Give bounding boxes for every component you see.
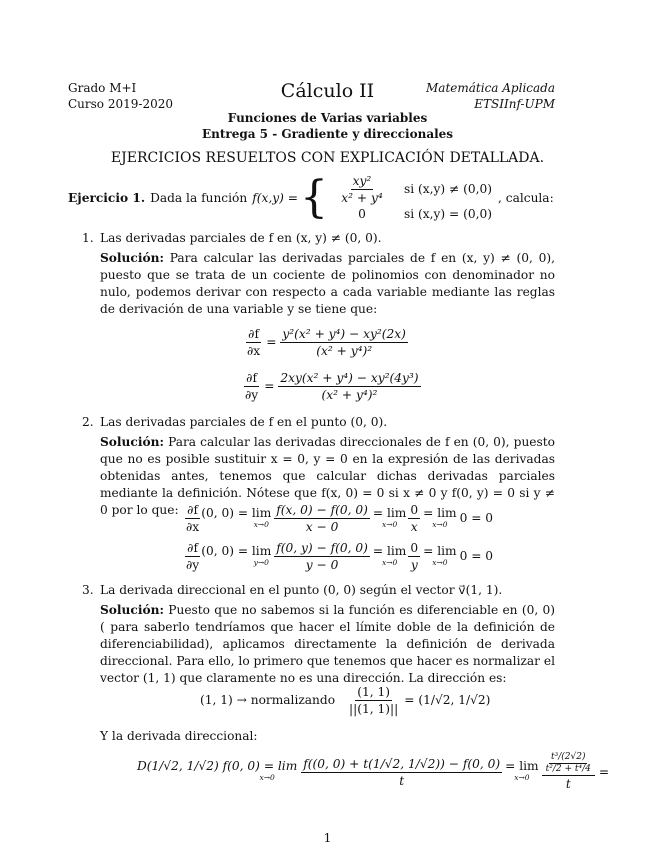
subtitle-2: Entrega 5 - Gradiente y direccionales [201, 127, 454, 141]
item-3-number: 3. [82, 583, 94, 597]
case-2: 0 si (x,y) = (0,0) [358, 207, 492, 221]
page-number: 1 [323, 831, 332, 845]
course-degree: Grado M+I [68, 81, 137, 95]
solution-label: Solución: [100, 251, 164, 265]
item-1-solution: Solución: Para calcular las derivadas parciales de f en (x, y) ≠ (0, 0), puesto que se trata de un cociente de polinomios con denominador no nulo, podemos derivar con respecto a cada variable mediante las reglas de derivación de una variable y se tiene que: [100, 251, 556, 316]
case-1-condition: si (x,y) ≠ (0,0) [403, 182, 492, 196]
exercise-label: Ejercicio 1. [68, 190, 146, 205]
course-year: Curso 2019-2020 [68, 97, 173, 111]
case-2-condition: si (x,y) = (0,0) [403, 207, 492, 221]
case-1-fraction: $\frac{\text{xy²}}{\text{x² + y⁴}}$ [341, 174, 383, 205]
header-right [426, 80, 555, 112]
equation-directional: D(1/√2, 1/√2) f(0, 0) = lim x→0 $\frac{f((0, 0) + t(1/√2, 1/√2)) - f(0, 0)}{t}$ = lim x→0 $\frac{\frac{\text{t³/(2√2)}}{\text{t²/2 + t⁴/4}}}{t}$ = [137, 752, 610, 791]
subtitle-1: Funciones de Varias variables [227, 111, 428, 125]
department: Matemática Aplicada [426, 81, 555, 95]
equation-partial-y-origin: $\frac{\partial f}{\partial y}$ (0, 0) = lim y→0 $\frac{f(0, y) - f(0, 0)}{y - 0}$ = lim x→0 $\frac{0}{y}$ = lim x→0 0 = 0 [186, 541, 494, 572]
item-3-solution: Solución: Puesto que no sabemos si la función es diferenciable en (0, 0) ( para saberlo tendríamos que hacer el límite doble de la definición de diferenciabilidad), aplicamos directamente la definición de derivada direccional. Para ello, lo primero que tenemos que hacer es normalizar el vector (1, 1) que claramente no es una dirección. La dirección es: [100, 603, 556, 685]
exercise-outro: , calcula: [498, 190, 554, 205]
directional-intro: Y la derivada direccional: [100, 729, 258, 743]
exercise-statement [68, 172, 568, 224]
item-2-statement: Las derivadas parciales de f en el punto (0, 0). [100, 415, 388, 429]
header-left [68, 80, 173, 112]
item-3-statement: La derivada direccional en el punto (0, 0) según el vector v⃗(1, 1). [100, 583, 503, 597]
piecewise-brace: { [299, 172, 328, 223]
item-2-solution: Solución: Para calcular las derivadas direccionales de f en (0, 0), puesto que no es posible sustituir x = 0, y = 0 en la expresión de las derivadas obtenidas antes, tenemos que calcular dichas derivadas parciales mediante la definición. Nótese que f(x, 0) = 0 si x ≠ 0 y f(0, y) = 0 si y ≠ 0 por lo que: [100, 435, 555, 517]
equation-dfdy: $\frac{\partial f}{\partial y}$ = $\frac{\text{2xy(x² + y⁴) − xy²(4y³)}}{\text{(x² + y⁴)²}}$ [245, 371, 419, 402]
item-1-number: 1. [82, 231, 94, 245]
exercise-intro: Dada la función [150, 190, 248, 205]
piecewise-cases [332, 173, 492, 223]
solution-label: Solución: [100, 603, 164, 617]
main-heading: EJERCICIOS RESUELTOS CON EXPLICACIÓN DETALLADA. [110, 150, 545, 166]
solution-label: Solución: [100, 435, 164, 449]
equation-partial-x-origin: $\frac{\partial f}{\partial x}$ (0, 0) = lim x→0 $\frac{f(x, 0) - f(0, 0)}{x - 0}$ = lim x→0 $\frac{0}{x}$ = lim x→0 0 = 0 [186, 503, 494, 534]
case-1 [332, 173, 492, 206]
school: ETSIInf-UPM [474, 97, 555, 111]
item-1-statement: Las derivadas parciales de f en (x, y) ≠ (0, 0). [100, 231, 382, 245]
item-2-number: 2. [82, 415, 94, 429]
page-title: Cálculo II [280, 80, 375, 102]
equation-dfdx: $\frac{\partial f}{\partial x}$ = $\frac{\text{y²(x² + y⁴) − xy²(2x)}}{\text{(x² + y⁴)²}}$ [247, 327, 406, 358]
equation-normalize: (1, 1) → normalizando $\frac{(1, 1)}{||(1, 1)||}$ = (1/√2, 1/√2) [200, 685, 491, 716]
function-name: f(x,y) = [252, 190, 298, 205]
